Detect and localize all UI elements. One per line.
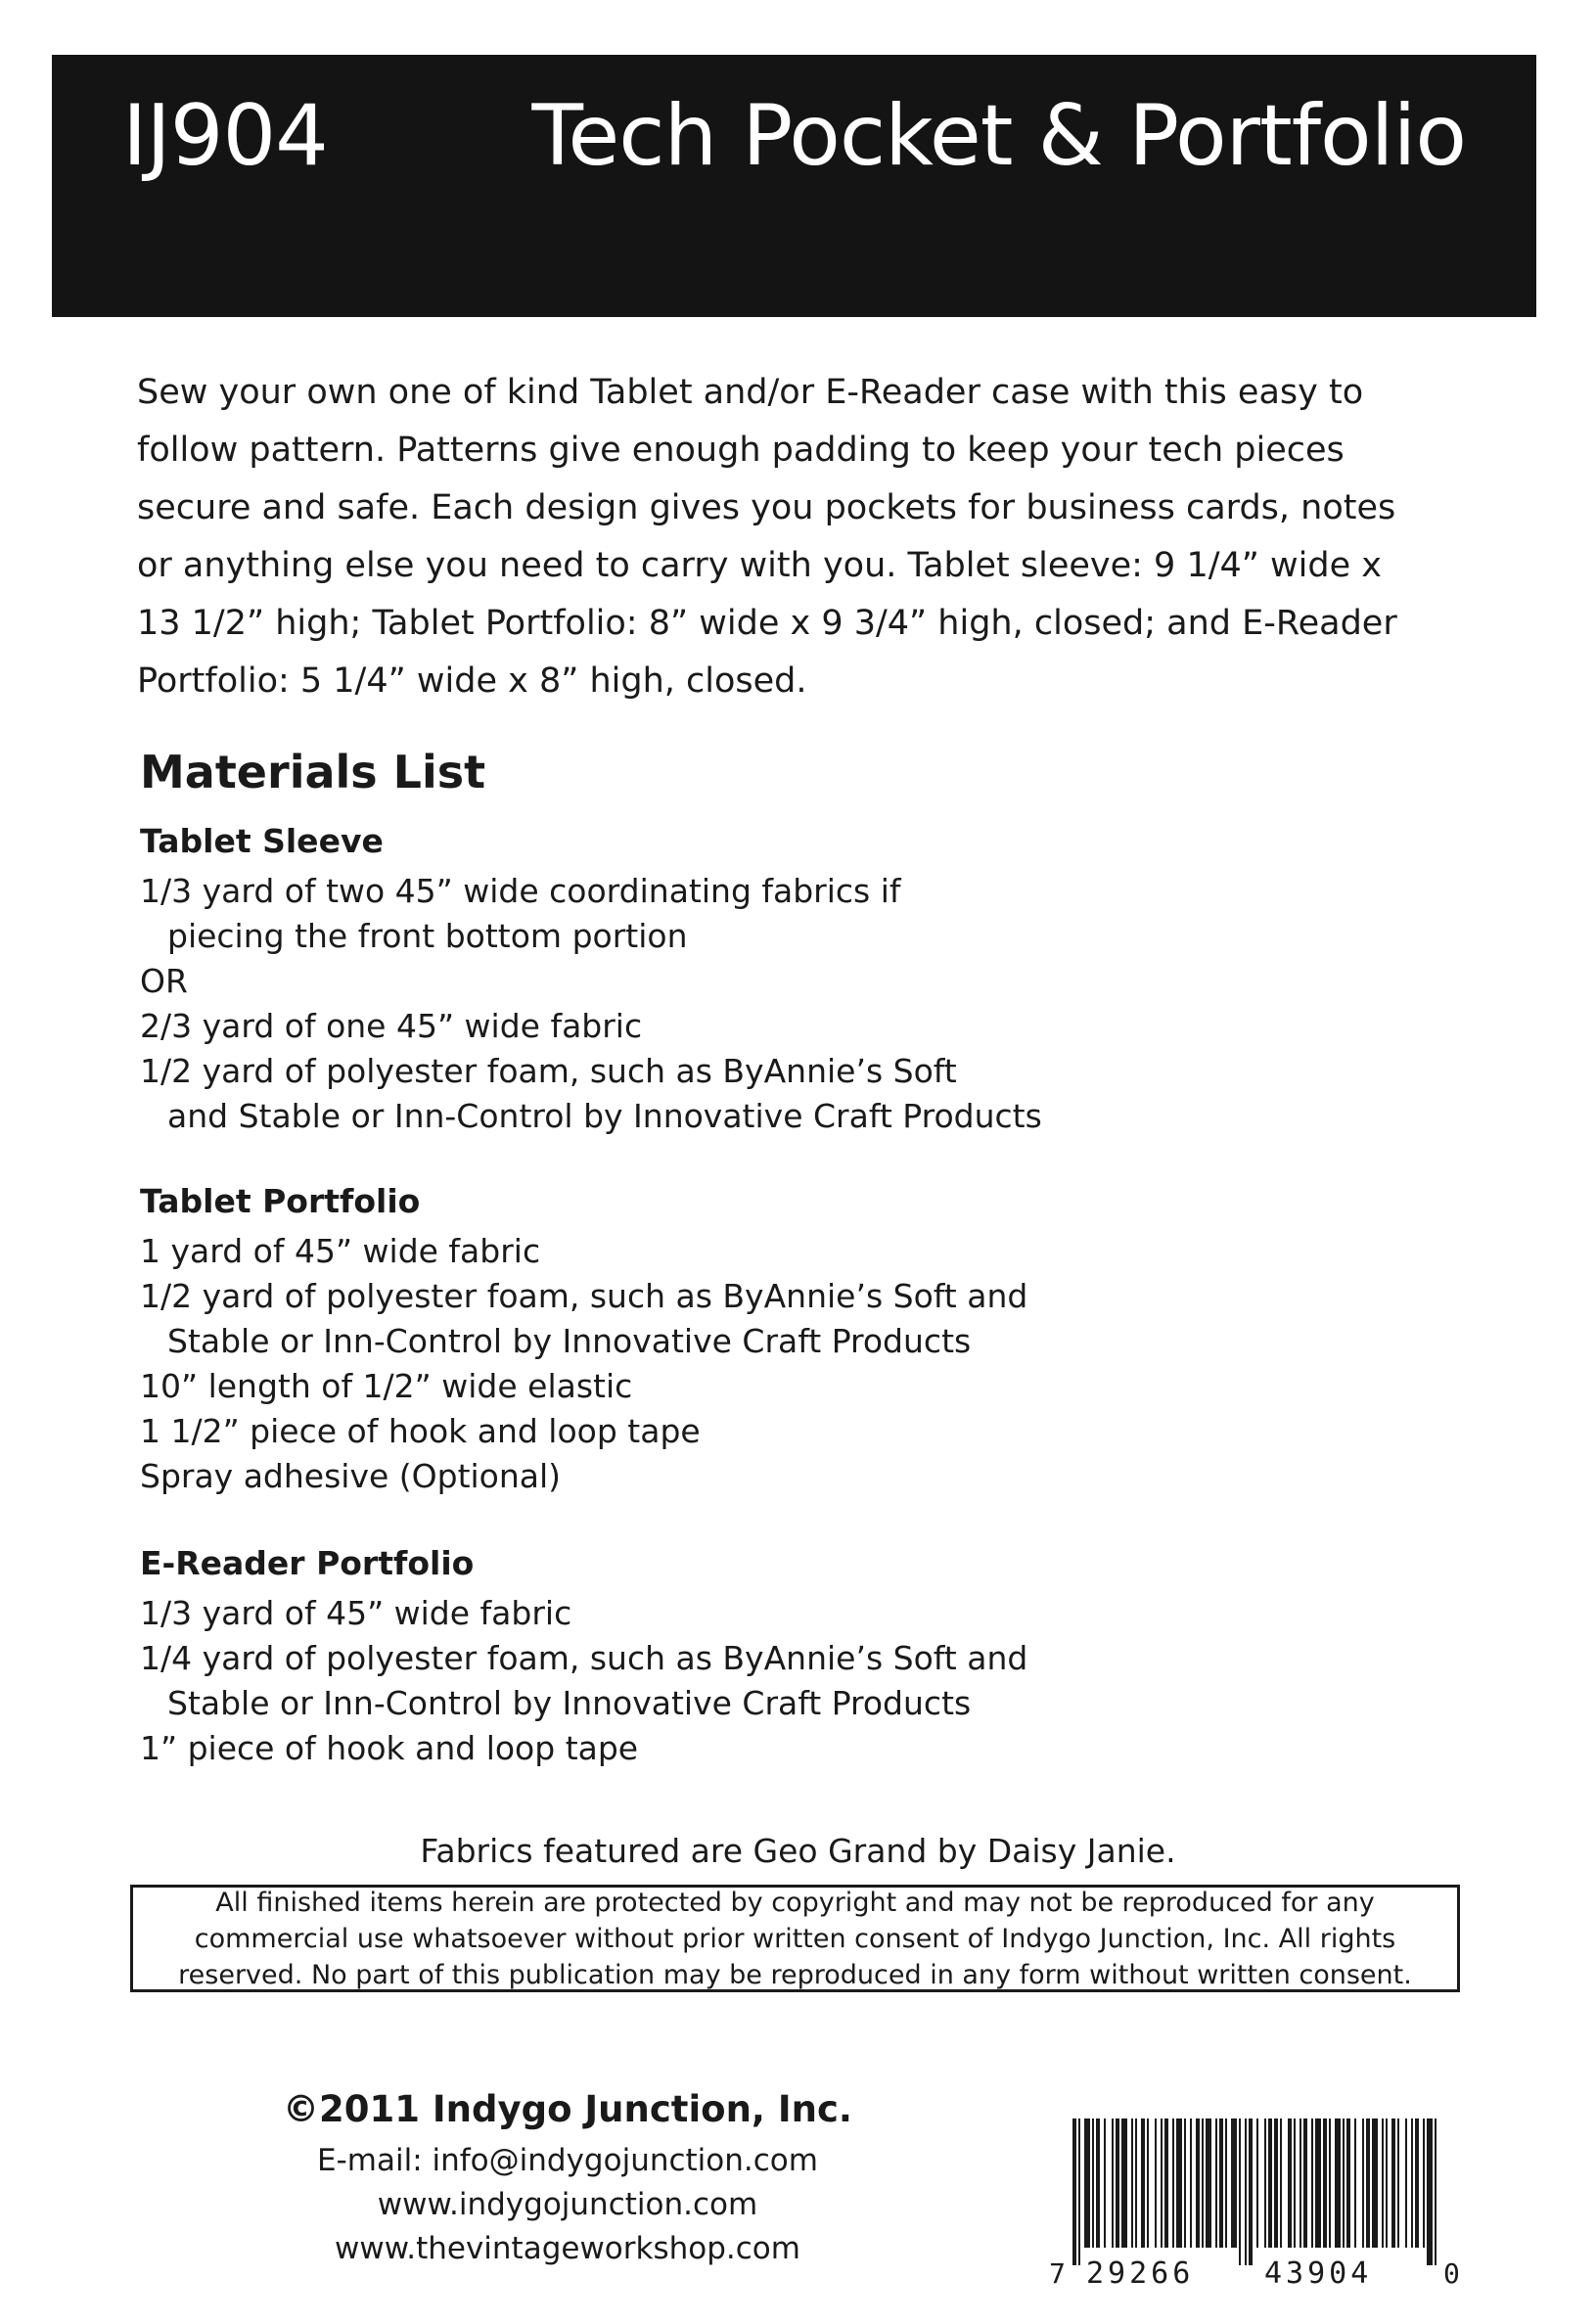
barcode-bar [1288, 2118, 1292, 2248]
barcode-bar [1415, 2118, 1419, 2248]
intro-line: Sew your own one of kind Tablet and/or E-Reader case with this easy to [137, 373, 1364, 412]
barcode-bar [1184, 2118, 1186, 2248]
barcode-bar [1411, 2118, 1413, 2248]
barcode-bar [1335, 2118, 1341, 2248]
barcode-bar [1072, 2118, 1076, 2265]
barcode-bar [1249, 2118, 1253, 2265]
barcode-bar [1329, 2118, 1331, 2248]
barcode-bar [1096, 2118, 1100, 2248]
barcode [1037, 2118, 1468, 2290]
pattern-code: IJ904 [122, 87, 328, 185]
barcode-bar [1300, 2118, 1301, 2248]
barcode-bar [1147, 2118, 1149, 2248]
barcode-bar [1202, 2118, 1204, 2248]
materials-list [140, 1591, 1216, 1771]
section-title: Tablet Sleeve [140, 822, 384, 860]
barcode-bar [1268, 2118, 1272, 2248]
barcode-bar [1435, 2118, 1436, 2265]
barcode-bar [1280, 2118, 1282, 2248]
barcode-bar [1135, 2118, 1137, 2248]
barcode-bar [1112, 2118, 1114, 2248]
website-line: www.thevintageworkshop.com [335, 2231, 800, 2266]
materials-list [140, 869, 1216, 1139]
publisher-contact [274, 2080, 861, 2271]
barcode-bar [1104, 2118, 1106, 2248]
list-item: 1” piece of hook and loop tape [140, 1729, 639, 1767]
barcode-bar [1190, 2118, 1192, 2248]
list-item: 1/4 yard of polyester foam, such as ByAnnie’s Soft and [140, 1639, 1028, 1677]
copyright-notice-box [130, 1885, 1460, 1992]
website-line: www.indygojunction.com [377, 2187, 758, 2222]
intro-line: follow pattern. Patterns give enough padding to keep your tech pieces [137, 431, 1345, 470]
list-item: and Stable or Inn-Control by Innovative Craft Products [167, 1097, 1042, 1135]
intro-line: secure and safe. Each design gives you pockets for business cards, notes [137, 488, 1396, 527]
barcode-bar [1382, 2118, 1384, 2248]
header-banner [52, 55, 1536, 317]
list-item: 1 1/2” piece of hook and loop tape [140, 1412, 701, 1450]
list-item: 1/2 yard of polyester foam, such as ByAnnie’s Soft and [140, 1277, 1028, 1315]
barcode-bar [1386, 2118, 1388, 2248]
intro-line: or anything else you need to carry with you. Tablet sleeve: 9 1/4” wide x [137, 546, 1382, 585]
copyright-line: ©2011 Indygo Junction, Inc. [283, 2088, 852, 2130]
barcode-right-group: 43904 [1264, 2256, 1373, 2290]
barcode-bar [1427, 2118, 1433, 2265]
list-item: piecing the front bottom portion [167, 917, 688, 955]
barcode-bar [1323, 2118, 1327, 2248]
barcode-bar [1423, 2118, 1425, 2248]
barcode-bars [1072, 2118, 1436, 2265]
barcode-bar [1354, 2118, 1356, 2248]
intro-line: Portfolio: 5 1/4” wide x 8” high, closed. [137, 661, 807, 701]
barcode-bar [1391, 2118, 1395, 2248]
list-item: 1/3 yard of two 45” wide coordinating fabrics if [140, 872, 901, 910]
barcode-bar [1256, 2118, 1258, 2248]
materials-heading: Materials List [140, 746, 486, 798]
barcode-bar [1121, 2118, 1127, 2248]
list-item: 1/3 yard of 45” wide fabric [140, 1594, 572, 1632]
barcode-bar [1164, 2118, 1168, 2248]
barcode-bar [1225, 2118, 1227, 2248]
barcode-bar [1206, 2118, 1211, 2248]
list-item: Stable or Inn-Control by Innovative Craft Products [167, 1684, 972, 1722]
copyright-notice-text: All finished items herein are protected by copyright and may not be reproduced for any commercial use whatsoever without prior written consent of Indygo Junction, Inc. All rights reserved. No part of this publication may be reproduced in any form without written consent. [178, 1887, 1412, 1990]
materials-list [140, 1229, 1216, 1499]
barcode-bar [1245, 2118, 1247, 2265]
barcode-check-digit: 0 [1443, 2257, 1460, 2290]
barcode-left-group: 29266 [1086, 2256, 1195, 2290]
barcode-bar [1315, 2118, 1321, 2248]
barcode-bar [1346, 2118, 1350, 2248]
barcode-bar [1231, 2118, 1237, 2248]
barcode-bar [1219, 2118, 1223, 2248]
section-tablet-sleeve [140, 820, 1216, 1139]
barcode-bar [1264, 2118, 1266, 2248]
section-ereader-portfolio [140, 1542, 1216, 1771]
pattern-title: Tech Pocket & Portfolio [531, 87, 1466, 185]
list-item: 10” length of 1/2” wide elastic [140, 1367, 633, 1405]
intro-line: 13 1/2” high; Tablet Portfolio: 8” wide x 9 3/4” high, closed; and E-Reader [137, 604, 1397, 643]
barcode-bar [1303, 2118, 1307, 2248]
barcode-bar [1311, 2118, 1313, 2248]
barcode-bar [1215, 2118, 1217, 2248]
barcode-bar [1196, 2118, 1200, 2248]
barcode-bar [1239, 2118, 1241, 2265]
barcode-bar [1372, 2118, 1378, 2248]
barcode-bar [1161, 2118, 1163, 2248]
list-item: 2/3 yard of one 45” wide fabric [140, 1007, 643, 1045]
barcode-bar [1172, 2118, 1174, 2248]
barcode-bar [1405, 2118, 1407, 2248]
barcode-bar [1397, 2118, 1399, 2248]
list-item: OR [140, 962, 188, 1000]
barcode-bar [1084, 2118, 1090, 2248]
barcode-bar [1092, 2118, 1094, 2248]
section-tablet-portfolio [140, 1180, 1216, 1499]
barcode-bar [1131, 2118, 1133, 2248]
section-title: Tablet Portfolio [140, 1182, 421, 1220]
barcode-bar [1274, 2118, 1278, 2248]
barcode-bar [1116, 2118, 1119, 2248]
barcode-bar [1141, 2118, 1145, 2248]
fabrics-featured-note: Fabrics featured are Geo Grand by Daisy Janie. [420, 1832, 1176, 1870]
list-item: Spray adhesive (Optional) [140, 1457, 562, 1495]
barcode-bar [1155, 2118, 1157, 2248]
section-title: E-Reader Portfolio [140, 1544, 475, 1582]
barcode-bar [1366, 2118, 1370, 2248]
list-item: 1 yard of 45” wide fabric [140, 1232, 541, 1270]
barcode-lead-digit: 7 [1049, 2257, 1066, 2290]
barcode-bar [1078, 2118, 1080, 2265]
list-item: Stable or Inn-Control by Innovative Craft Products [167, 1322, 972, 1360]
list-item: 1/2 yard of polyester foam, such as ByAnnie’s Soft [140, 1052, 957, 1090]
email-line: E-mail: info@indygojunction.com [317, 2143, 818, 2178]
barcode-bar [1343, 2118, 1345, 2248]
barcode-bar [1294, 2118, 1296, 2248]
barcode-bar [1362, 2118, 1364, 2248]
intro-paragraph [137, 364, 1429, 710]
barcode-bar [1176, 2118, 1182, 2248]
